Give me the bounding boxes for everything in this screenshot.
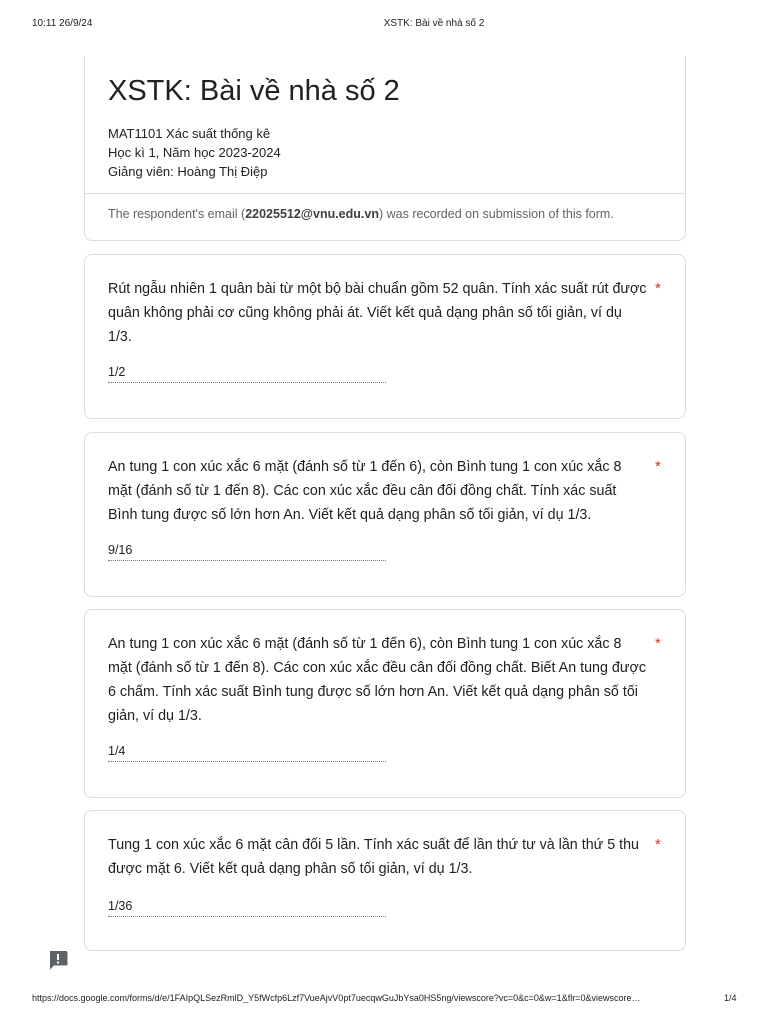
answer-field: 9/16 xyxy=(108,541,386,561)
form-description xyxy=(108,124,281,181)
answer-field: 1/36 xyxy=(108,897,386,917)
lecturer-line: Giảng viên: Hoàng Thị Điệp xyxy=(108,164,268,179)
course-line: MAT1101 Xác suất thống kê xyxy=(108,126,271,141)
answer-field: 1/4 xyxy=(108,742,386,762)
answer-field: 1/2 xyxy=(108,363,386,383)
required-asterisk: * xyxy=(655,280,661,297)
page-number: 1/4 xyxy=(724,993,737,1003)
question-text: Tung 1 con xúc xắc 6 mặt cân đối 5 lần. Tính xác suất để lần thứ tư và lần thứ 5 thu được mặt 6. Viết kết quả dạng phân số tối giản, ví dụ 1/3. xyxy=(108,837,639,877)
feedback-icon[interactable] xyxy=(47,949,69,971)
respondent-email: 22025512@vnu.edu.vn xyxy=(245,207,379,221)
feedback-icon-graphic xyxy=(47,949,69,971)
question-text: An tung 1 con xúc xắc 6 mặt (đánh số từ 1 đến 6), còn Bình tung 1 con xúc xắc 8 mặt (đánh số từ 1 đến 8). Các con xúc xắc đều cân đối đồng chất. Biết An tung được 6 chấm. Tính xác suất Bình tung được số lớn hơn An. Viết kết quả dạng phân số tối giản, ví dụ 1/3. xyxy=(108,636,646,724)
page-url: https://docs.google.com/forms/d/e/1FAIpQLSezRmlD_Y5fWcfp6Lzf7VueAjvV0pt7uecqwGuJbYsa0HS5ng/viewscore?vc=0&c=0&w=1&flr=0&viewscore… xyxy=(32,993,641,1003)
print-document-title: XSTK: Bài về nhà số 2 xyxy=(383,18,485,29)
email-note-prefix: The respondent's email ( xyxy=(108,207,246,221)
question-text: Rút ngẫu nhiên 1 quân bài từ một bộ bài chuẩn gồm 52 quân. Tính xác suất rút được quân không phải cơ cũng không phải át. Viết kết quả dạng phân số tối giản, ví dụ 1/3. xyxy=(108,281,647,345)
header-divider xyxy=(85,193,685,194)
question-card-4 xyxy=(84,810,686,951)
question-card-3 xyxy=(84,609,686,798)
print-header xyxy=(0,18,768,34)
email-note-suffix: ) was recorded on submission of this form. xyxy=(378,207,614,221)
form-header-card xyxy=(84,56,686,241)
required-asterisk: * xyxy=(655,635,661,652)
question-card-2 xyxy=(84,432,686,597)
print-datetime: 10:11 26/9/24 xyxy=(32,18,93,29)
required-asterisk: * xyxy=(655,836,661,853)
question-card-1 xyxy=(84,254,686,419)
respondent-email-note xyxy=(108,205,614,223)
required-asterisk: * xyxy=(655,458,661,475)
semester-line: Học kì 1, Năm học 2023-2024 xyxy=(108,145,281,160)
question-text: An tung 1 con xúc xắc 6 mặt (đánh số từ 1 đến 6), còn Bình tung 1 con xúc xắc 8 mặt (đánh số từ 1 đến 8). Các con xúc xắc đều cân đối đồng chất. Tính xác suất Bình tung được số lớn hơn An. Viết kết quả dạng phân số tối giản, ví dụ 1/3. xyxy=(108,459,622,523)
form-title: XSTK: Bài về nhà số 2 xyxy=(108,75,400,107)
